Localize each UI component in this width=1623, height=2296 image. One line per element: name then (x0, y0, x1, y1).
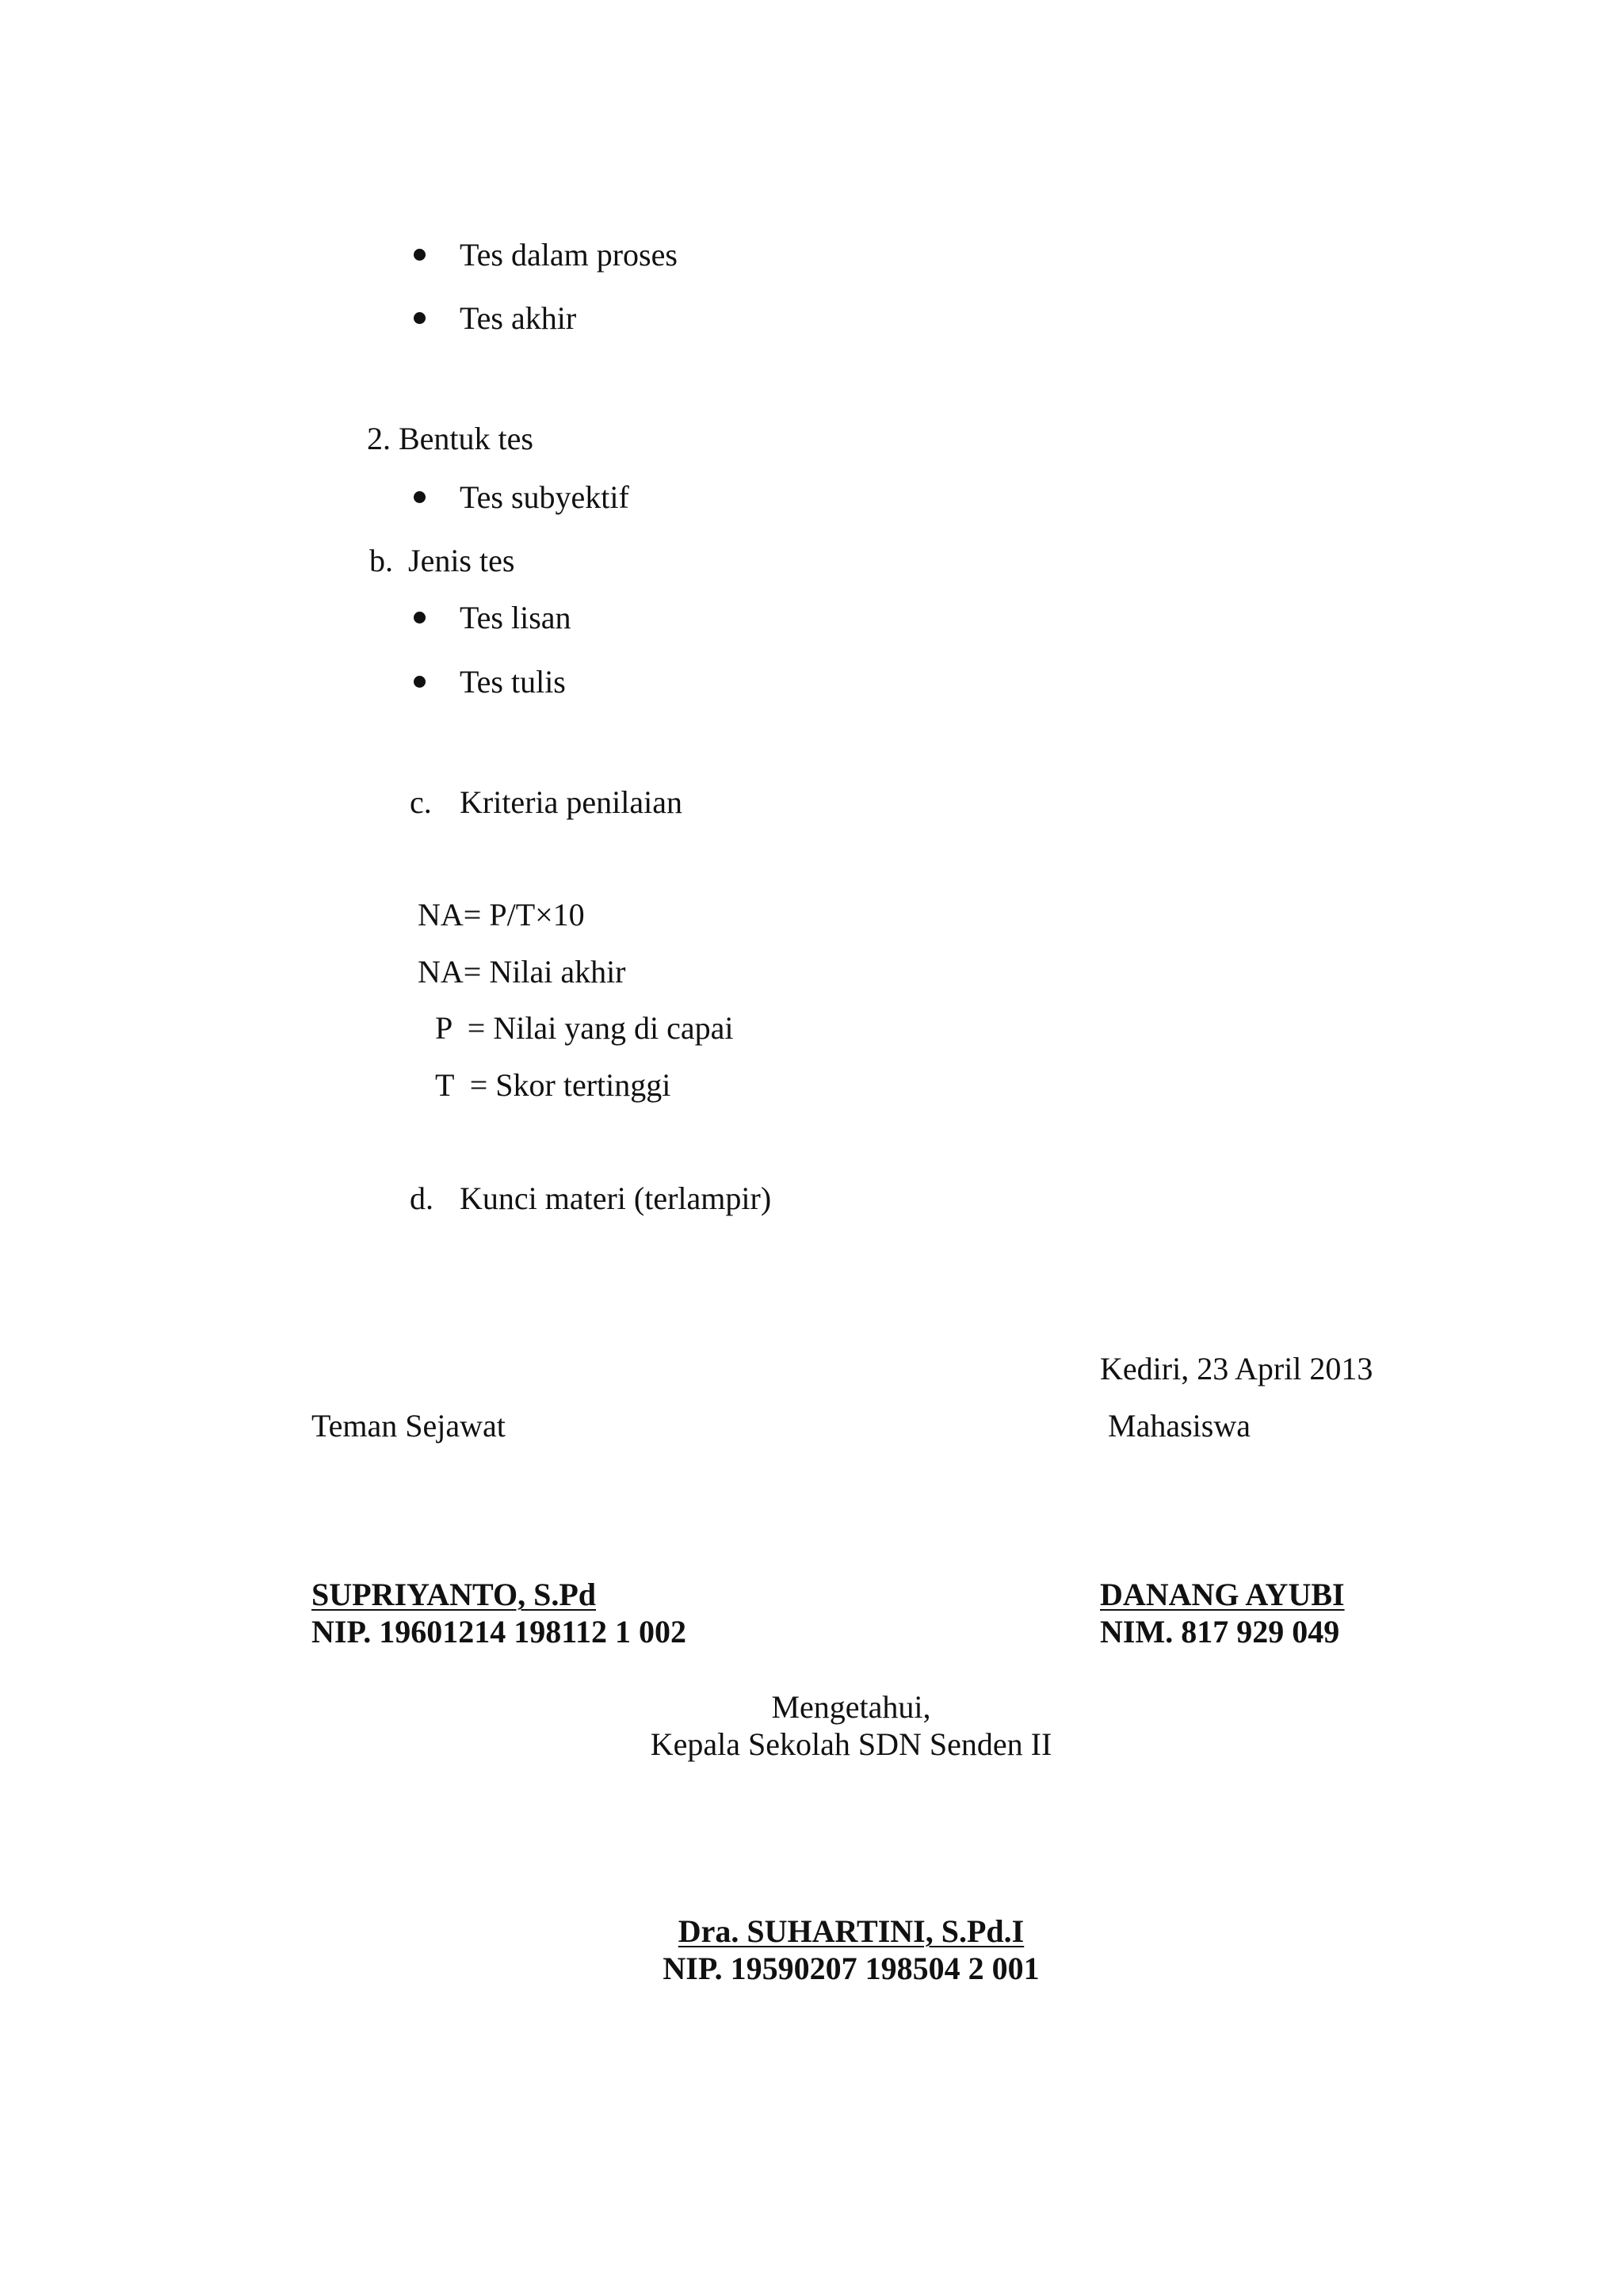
section-marker-c: c. (410, 784, 432, 820)
section-heading-kriteria: Kriteria penilaian (460, 784, 682, 820)
bullet-icon (414, 676, 426, 688)
bullet-icon (414, 491, 426, 503)
bullet-icon (414, 612, 426, 624)
formula-line: T = Skor tertinggi (435, 1067, 671, 1103)
approval-name-wrap (0, 1913, 1623, 1949)
list-item: Tes subyektif (460, 479, 629, 515)
signer-name-left: SUPRIYANTO, S.Pd (311, 1577, 597, 1612)
signer-id-right: NIM. 817 929 049 (1100, 1614, 1340, 1650)
approval-role: Kepala Sekolah SDN Senden II (650, 1726, 1052, 1762)
list-item: Tes lisan (460, 600, 571, 635)
list-item: Tes akhir (460, 300, 577, 336)
approval-name: Dra. SUHARTINI, S.Pd.I (678, 1913, 1025, 1949)
signer-id-left: NIP. 19601214 198112 1 002 (311, 1614, 687, 1650)
section-marker-b: b. (369, 543, 393, 578)
formula-line: P = Nilai yang di capai (435, 1010, 734, 1046)
formula-line: NA= P/T×10 (418, 897, 585, 933)
bullet-icon (414, 249, 426, 261)
list-item: Tes tulis (460, 664, 566, 700)
bullet-icon (414, 312, 426, 324)
place-date: Kediri, 23 April 2013 (1100, 1351, 1373, 1386)
section-marker-d: d. (410, 1180, 433, 1216)
approval-label: Mengetahui, (771, 1689, 931, 1725)
section-heading-bentuk: 2. Bentuk tes (367, 421, 533, 456)
list-item: Tes dalam proses (460, 237, 678, 273)
approval-id: NIP. 19590207 198504 2 001 (663, 1951, 1040, 1986)
signer-name-right: DANANG AYUBI (1100, 1577, 1345, 1612)
formula-line: NA= Nilai akhir (418, 954, 626, 990)
signer-role-left: Teman Sejawat (311, 1408, 506, 1444)
section-heading-jenis: Jenis tes (408, 543, 515, 578)
section-heading-kunci: Kunci materi (terlampir) (460, 1180, 772, 1216)
signer-role-right: Mahasiswa (1108, 1408, 1251, 1444)
